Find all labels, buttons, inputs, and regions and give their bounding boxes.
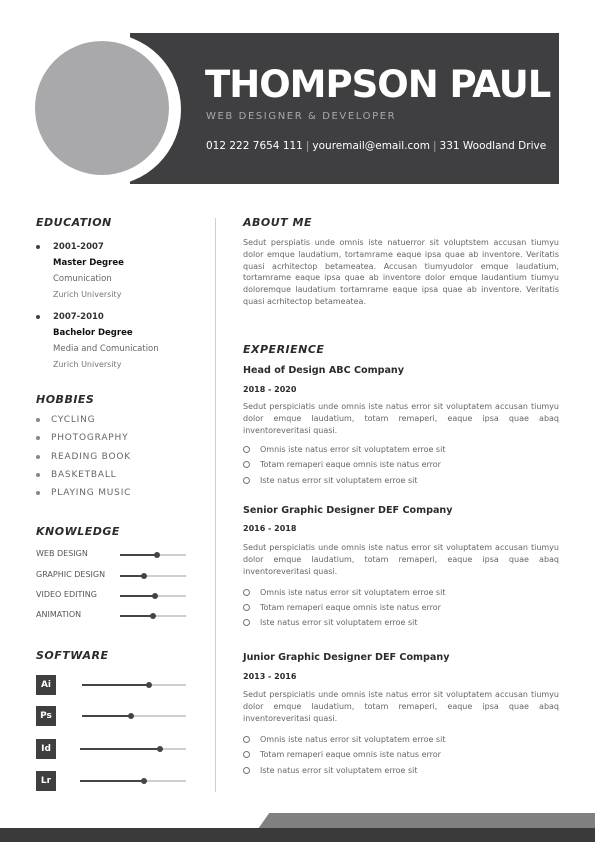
phone-number: 012 222 7654 111	[206, 140, 303, 152]
education-school: Zurich University	[53, 290, 122, 299]
job-point-text: Omnis iste natus error sit voluptatem erroe sit	[260, 735, 446, 744]
indesign-icon: Id	[36, 739, 56, 759]
job-point-text: Omnis iste natus error sit voluptatem erroe sit	[260, 588, 446, 597]
education-field: Comunication	[53, 274, 112, 284]
job-title: Senior Graphic Designer DEF Company	[243, 505, 453, 516]
circle-bullet-icon	[243, 751, 250, 758]
job-point	[243, 750, 441, 759]
skill-bar-knob	[154, 552, 160, 558]
skill-label: VIDEO EDITING	[36, 590, 97, 599]
software-bar-fill	[82, 684, 149, 686]
about-text: Sedut perspiatis unde omnis iste natuerror sit voluptstem accusan tiumyu dolor emque laudatium, tortamrame eaque ipsa quae ab inventore. Veritatis quasi acrhitectop betameatea. Accusan tiumyudolor emque laudatium, tortamrame eaque ipsa quae ab inventore dolor emque laudantium tiumyu doloremque laudatium tortamrame eaque ipsa quae ab inventore. Veritatis quasi acrhitectop betameatea.	[243, 238, 559, 306]
software-bar	[80, 780, 186, 782]
software-bar-fill	[82, 715, 131, 717]
knowledge-skill	[36, 549, 186, 561]
hobby-item	[36, 415, 95, 425]
hobby-item	[36, 470, 117, 480]
education-years: 2001-2007	[53, 242, 104, 252]
skill-label: WEB DESIGN	[36, 549, 88, 558]
education-degree: Bachelor Degree	[53, 328, 133, 338]
software-skill	[36, 675, 186, 695]
knowledge-skill	[36, 590, 186, 602]
skill-bar-knob	[150, 613, 156, 619]
software-bar	[80, 748, 186, 750]
software-skill	[36, 706, 186, 726]
circle-bullet-icon	[243, 604, 250, 611]
education-heading: EDUCATION	[36, 216, 112, 229]
skill-label: ANIMATION	[36, 610, 82, 619]
job-point	[243, 603, 441, 612]
software-skill	[36, 739, 186, 759]
contact-separator: |	[432, 140, 437, 152]
circle-bullet-icon	[243, 589, 250, 596]
hobby-label: BASKETBALL	[51, 470, 117, 480]
email-address: youremail@email.com	[312, 140, 430, 152]
job-point-text: Omnis iste natus error sit voluptatem erroe sit	[260, 445, 446, 454]
bullet-icon	[36, 418, 40, 422]
education-school: Zurich University	[53, 360, 122, 369]
knowledge-heading: KNOWLEDGE	[36, 525, 120, 538]
hobby-label: READING BOOK	[51, 452, 131, 462]
education-field: Media and Comunication	[53, 344, 159, 354]
job-period: 2016 - 2018	[243, 524, 297, 533]
software-bar-knob	[141, 778, 147, 784]
job-point	[243, 766, 418, 775]
circle-bullet-icon	[243, 461, 250, 468]
bullet-icon	[36, 245, 40, 249]
job-point	[243, 476, 418, 485]
job-title: Junior Graphic Designer DEF Company	[243, 652, 450, 663]
hobby-item	[36, 433, 128, 443]
skill-bar	[120, 554, 186, 556]
job-point	[243, 445, 445, 454]
job-point	[243, 735, 445, 744]
education-years: 2007-2010	[53, 312, 104, 322]
software-bar-knob	[146, 682, 152, 688]
education-degree: Master Degree	[53, 258, 124, 268]
contact-line	[206, 140, 546, 152]
footer-accent-band	[258, 813, 595, 829]
job-point-text: Totam remaperi eaque omnis iste natus error	[260, 750, 441, 759]
skill-bar	[120, 615, 186, 617]
bullet-icon	[36, 473, 40, 477]
hobbies-heading: HOBBIES	[36, 393, 95, 406]
knowledge-skill	[36, 570, 186, 582]
street-address: 331 Woodland Drive	[439, 140, 547, 152]
job-point	[243, 618, 418, 627]
software-bar-fill	[80, 748, 160, 750]
bullet-icon	[36, 491, 40, 495]
skill-bar-fill	[120, 595, 155, 597]
job-description: Sedut perspiciatis unde omnis iste natus error sit voluptatem accusan tiumyu dolor emque laudatium, totam remaperi, eaque ipsa quae abaq inventoreveritasi quasi.	[243, 690, 559, 723]
contact-separator: |	[305, 140, 310, 152]
header-band	[130, 33, 559, 184]
about-heading: ABOUT ME	[243, 216, 312, 229]
circle-bullet-icon	[243, 619, 250, 626]
lightroom-icon: Lr	[36, 771, 56, 791]
software-bar	[82, 715, 186, 717]
bullet-icon	[36, 315, 40, 319]
experience-heading: EXPERIENCE	[243, 343, 325, 356]
knowledge-skill	[36, 610, 186, 622]
software-bar-knob	[157, 746, 163, 752]
job-point-text: Iste natus error sit voluptatem erroe sit	[260, 476, 418, 485]
job-point-text: Totam remaperi eaque omnis iste natus error	[260, 460, 441, 469]
job-title: Head of Design ABC Company	[243, 365, 404, 376]
software-bar-fill	[80, 780, 144, 782]
skill-bar-knob	[141, 573, 147, 579]
job-point-text: Totam remaperi eaque omnis iste natus error	[260, 603, 441, 612]
job-point-text: Iste natus error sit voluptatem erroe sit	[260, 618, 418, 627]
job-point-text: Iste natus error sit voluptatem erroe sit	[260, 766, 418, 775]
hobby-label: PLAYING MUSIC	[51, 488, 132, 498]
circle-bullet-icon	[243, 446, 250, 453]
job-period: 2018 - 2020	[243, 385, 297, 394]
job-period: 2013 - 2016	[243, 672, 297, 681]
circle-bullet-icon	[243, 736, 250, 743]
circle-bullet-icon	[243, 767, 250, 774]
skill-bar-fill	[120, 615, 153, 617]
bullet-icon	[36, 455, 40, 459]
candidate-role: WEB DESIGNER & DEVELOPER	[206, 111, 397, 122]
skill-label: GRAPHIC DESIGN	[36, 570, 106, 579]
footer-band	[0, 828, 595, 842]
software-heading: SOFTWARE	[36, 649, 109, 662]
software-skill	[36, 771, 186, 791]
software-bar-knob	[128, 713, 134, 719]
software-bar	[82, 684, 186, 686]
candidate-name: THOMPSON PAUL	[205, 63, 551, 106]
hobby-label: CYCLING	[51, 415, 96, 425]
hobby-item	[36, 488, 131, 498]
profile-photo-placeholder	[35, 41, 169, 175]
skill-bar-knob	[152, 593, 158, 599]
bullet-icon	[36, 436, 40, 440]
job-description: Sedut perspiciatis unde omnis iste natus error sit voluptatem accusan tiumyu dolor emque laudatium, totam remaperi, eaque ipsa quae abaq inventoreveritasi quasi.	[243, 543, 559, 576]
photoshop-icon: Ps	[36, 706, 56, 726]
job-description: Sedut perspiciatis unde omnis iste natus error sit voluptatem accusan tiumyu dolor emque laudatium, totam remaperi, eaque ipsa quae abaq inventoreveritasi quasi.	[243, 402, 559, 435]
skill-bar-fill	[120, 554, 157, 556]
skill-bar	[120, 595, 186, 597]
illustrator-icon: Ai	[36, 675, 56, 695]
circle-bullet-icon	[243, 477, 250, 484]
hobby-label: PHOTOGRAPHY	[51, 433, 129, 443]
job-point	[243, 460, 441, 469]
job-point	[243, 588, 445, 597]
column-divider	[215, 218, 216, 792]
skill-bar	[120, 575, 186, 577]
hobby-item	[36, 452, 131, 462]
